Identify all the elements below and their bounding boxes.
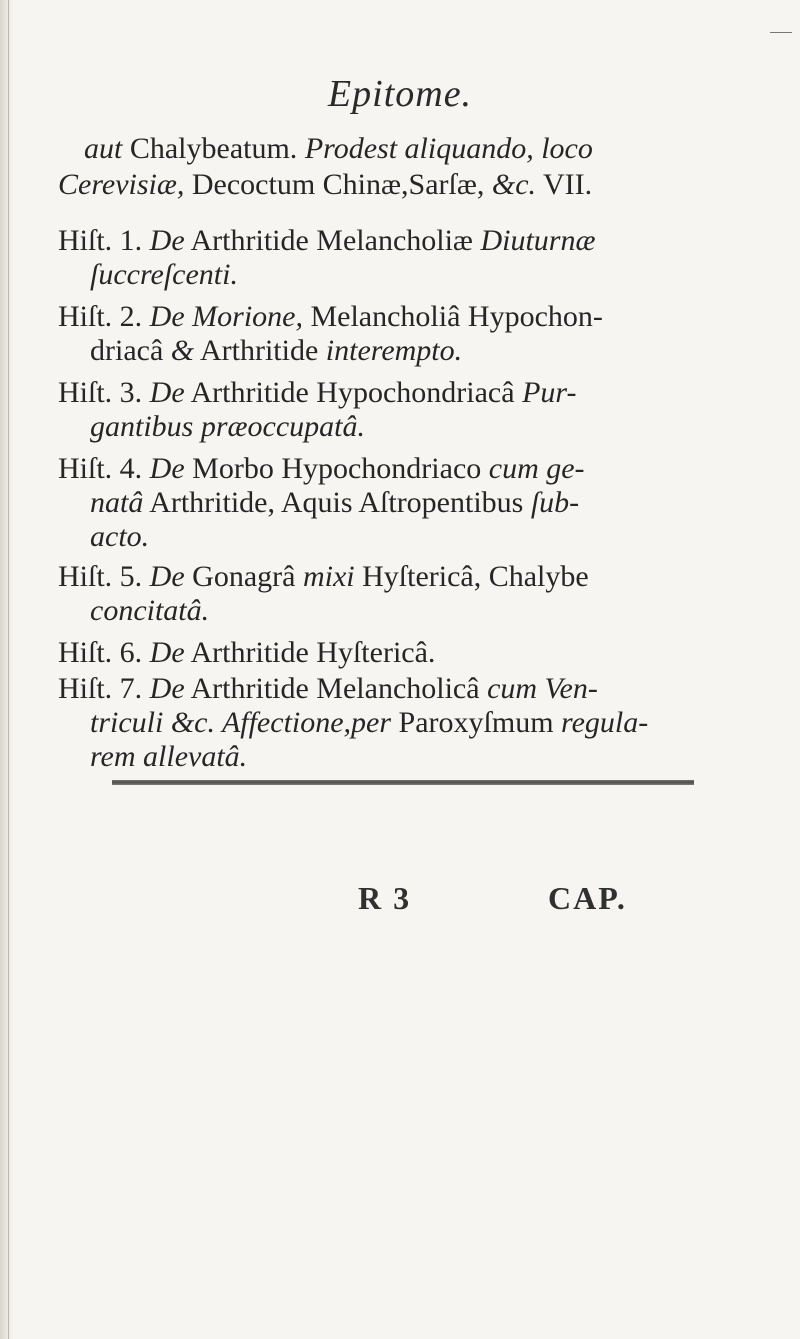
text-run: Arthritide	[194, 334, 326, 367]
text-run: aut	[84, 132, 130, 165]
text-run: Cerevisiæ,	[58, 168, 192, 201]
text-run: acto.	[90, 520, 150, 553]
text-run: Hiſt. 5.	[58, 560, 150, 593]
text-run: De	[149, 376, 185, 409]
text-line	[58, 452, 585, 486]
text-line	[58, 168, 592, 202]
text-run: concitatâ.	[90, 594, 210, 627]
text-line	[90, 258, 238, 292]
text-run: Hiſt. 6.	[58, 636, 150, 669]
page-edge-line	[8, 0, 9, 1339]
text-run: VII.	[536, 168, 593, 201]
text-line	[58, 224, 595, 258]
text-line	[90, 740, 247, 774]
text-run: Pur-	[522, 376, 577, 409]
text-run: De	[149, 560, 185, 593]
text-run: &	[170, 334, 195, 367]
text-run: Gonagrâ	[184, 560, 303, 593]
text-run: regula-	[561, 706, 649, 739]
running-head: Epitome.	[327, 73, 473, 115]
text-run: Decoctum Chinæ,Sarſæ,	[191, 168, 492, 201]
text-run: mixi	[302, 560, 355, 593]
text-run: Arthritide Melancholiæ	[184, 224, 481, 257]
text-run: Melancholiâ Hypochon-	[302, 300, 603, 333]
text-run: cum ge-	[488, 452, 585, 485]
text-run: gantibus præoccupatâ.	[90, 410, 365, 443]
text-run: Hiſt. 7.	[58, 672, 150, 705]
text-line	[84, 132, 593, 166]
text-run: natâ	[90, 486, 144, 519]
text-run: De	[149, 452, 185, 485]
text-run: Hiſt. 3.	[58, 376, 150, 409]
text-run: Arthritide Hypochondriacâ	[184, 376, 523, 409]
signature-mark: R 3	[358, 880, 412, 916]
text-run: driacâ	[90, 334, 171, 367]
text-run: &c.	[491, 168, 537, 201]
text-line	[90, 410, 365, 444]
text-line	[90, 334, 462, 368]
text-run: ſub-	[530, 486, 580, 519]
text-run: De	[149, 672, 185, 705]
text-run: rem allevatâ.	[90, 740, 248, 773]
text-run: Chalybeatum.	[129, 132, 305, 165]
text-run: Hiſt. 2.	[58, 300, 150, 333]
text-run: triculi &c. Affectione,per	[90, 706, 392, 739]
text-run: interempto.	[325, 334, 463, 367]
text-run: Arthritide Melancholicâ	[184, 672, 488, 705]
text-run: De	[149, 636, 185, 669]
text-run: Arthritide, Aquis Aſtropentibus	[143, 486, 531, 519]
page-gutter-shadow	[0, 0, 14, 1339]
text-line	[58, 672, 598, 706]
text-run: Hiſt. 4.	[58, 452, 150, 485]
text-run: Hyſtericâ, Chalybe	[354, 560, 589, 593]
catchword: CAP.	[548, 880, 627, 916]
horizontal-rule	[112, 780, 694, 785]
text-line	[58, 376, 576, 410]
corner-mark	[770, 32, 792, 33]
text-run: Diuturnæ	[480, 224, 596, 257]
text-run: ſuccreſcenti.	[90, 258, 238, 291]
text-line	[90, 486, 579, 520]
text-run: Morbo Hypochondriaco	[184, 452, 489, 485]
text-run: Hiſt. 1.	[58, 224, 150, 257]
text-line	[90, 594, 209, 628]
text-run: De Morione,	[149, 300, 303, 333]
text-run: Prodest aliquando, loco	[304, 132, 593, 165]
text-line	[90, 706, 648, 740]
text-run: cum Ven-	[487, 672, 598, 705]
text-run: De	[149, 224, 185, 257]
text-line	[58, 300, 603, 334]
text-run: Arthritide Hyſtericâ.	[184, 636, 436, 669]
text-line	[58, 636, 435, 670]
text-run: Paroxyſmum	[391, 706, 562, 739]
text-line	[90, 520, 149, 554]
text-line	[58, 560, 589, 594]
